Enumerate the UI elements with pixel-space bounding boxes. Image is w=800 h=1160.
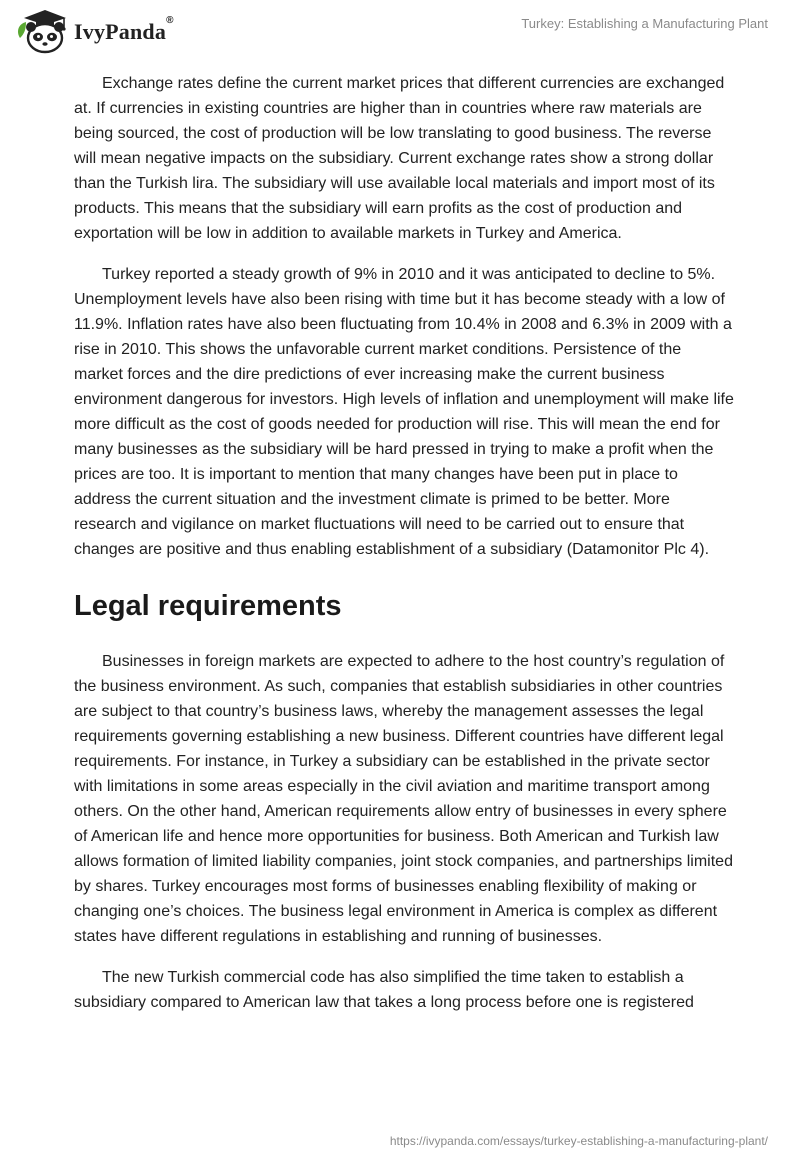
paragraph-exchange-rates: Exchange rates define the current market prices that different currencies are exchanged at. If currencies in existing countries are higher than in countries where raw materials are being sourced, the cost of production will be low translating to good business. The reverse will mean negative impacts on the subsidiary. Current exchange rates show a strong dollar than the Turkish lira. The subsidiary will use available local materials and import most of its products. This means that the subsidiary will earn profits as the cost of production and exportation will be low in addition to available markets in Turkey and America. — [74, 75, 725, 242]
essay-content — [74, 71, 734, 1031]
brand-name: IvyPanda® — [74, 15, 174, 44]
paragraph-commercial-code: The new Turkish commercial code has also simplified the time taken to establish a subsidiary compared to American law that takes a long process before one is registered — [74, 969, 694, 1011]
registered-mark: ® — [166, 15, 174, 26]
panda-graduate-logo-icon — [14, 8, 72, 56]
page-header — [0, 0, 800, 60]
paragraph-foreign-markets: Businesses in foreign markets are expected to adhere to the host country’s regulation of the business environment. As such, companies that establish subsidiaries in other countries are subject to that country’s business laws, whereby the management assesses the legal requirements governing establishing a new business. Different countries have different legal requirements. For instance, in Turkey a subsidiary can be established in the private sector with limitations in some areas especially in the civil aviation and maritime transport among others. On the other hand, American requirements allow entry of businesses in every sphere of American life and hence more opportunities for business. Both American and Turkish law allows formation of limited liability companies, joint stock companies, and partnerships limited by shares. Turkey encourages most forms of businesses enabling flexibility of making or changing one’s choices. The business legal environment in America is complex as different states have different regulations in establishing and running of businesses. — [74, 653, 733, 945]
document-title: Turkey: Establishing a Manufacturing Plant — [521, 16, 768, 31]
source-url-link[interactable]: https://ivypanda.com/essays/turkey-establishing-a-manufacturing-plant/ — [389, 1134, 768, 1148]
paragraph-turkey-growth: Turkey reported a steady growth of 9% in 2010 and it was anticipated to decline to 5%. Unemployment levels have also been rising with time but it has become steady with a low of 11.9%. Inflation rates have also been fluctuating from 10.4% in 2008 and 6.3% in 2009 with a rise in 2010. This shows the unfavorable current market conditions. Persistence of the market forces and the dire predictions of ever increasing make the current business environment dangerous for investors. High levels of inflation and unemployment will make life more difficult as the cost of goods needed for production will rise. This will mean the end for many businesses as the subsidiary will be hard pressed in trying to make a profit when the prices are too. It is important to mention that many changes have been put in place to address the current situation and the investment climate is primed to be better. More research and vigilance on market fluctuations will need to be carried out to ensure that changes are positive and thus enabling establishment of a subsidiary (Datamonitor Plc 4). — [74, 266, 734, 558]
ivypanda-logo-link[interactable] — [14, 8, 174, 56]
section-heading-legal-requirements: Legal requirements — [74, 590, 342, 622]
